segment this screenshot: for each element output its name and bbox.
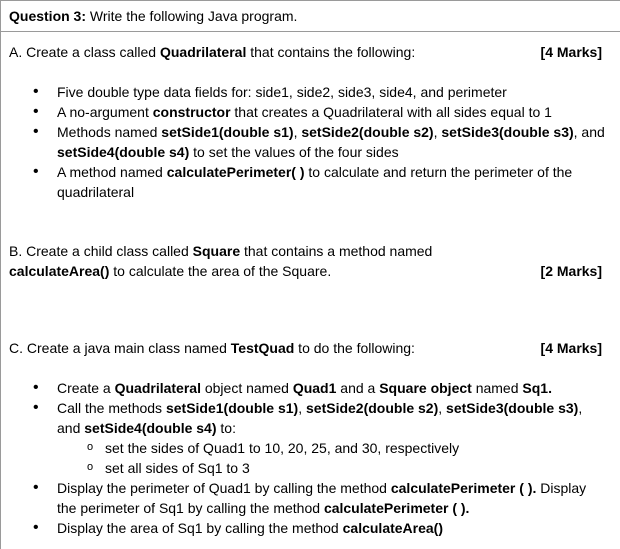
part-b-text: B. Create a child class called Square that contains a method named calculateArea() to calculate the area of the Square. [9, 243, 433, 279]
list-item: • Five double type data fields for: side1, side2, side3, side4, and perimeter [9, 82, 606, 102]
part-b-marks: [2 Marks] [540, 263, 602, 279]
part-c-list [9, 378, 606, 538]
part-c-intro: C. Create a java main class named TestQuad to do the following: [9, 340, 415, 356]
list-item [9, 398, 606, 478]
list-item: • Display the area of Sq1 by calling the method calculateArea() [9, 518, 606, 538]
title-rule [1, 31, 620, 32]
question-title [9, 6, 606, 26]
part-a-marks: [4 Marks] [540, 44, 602, 60]
sub-list [57, 438, 606, 478]
list-item: • A no-argument constructor that creates a Quadrilateral with all sides equal to 1 [9, 102, 606, 122]
part-c-marks: [4 Marks] [540, 340, 602, 356]
list-item: • Display the perimeter of Quad1 by calling the method calculatePerimeter ( ). Display the perimeter of Sq1 by calling the method calculatePerimeter ( ). [9, 478, 606, 518]
list-item: • Create a Quadrilateral object named Quad1 and a Square object named Sq1. [9, 378, 606, 398]
part-a-list [9, 82, 606, 202]
part-a-intro: A. Create a class called Quadrilateral that contains the following: [9, 44, 416, 60]
top-rule [1, 0, 620, 1]
part-a [9, 42, 606, 202]
part-b [9, 241, 606, 281]
sub-list-item: o set the sides of Quad1 to 10, 20, 25, and 30, respectively [57, 438, 606, 458]
question-label: Question 3: [9, 8, 87, 24]
list-item-text: Call the methods setSide1(double s1), setSide2(double s2), setSide3(double s3), and setSide4(double s4) to: [57, 400, 583, 436]
list-item: • Methods named setSide1(double s1), setSide2(double s2), setSide3(double s3), and setSide4(double s4) to set the values of the four sides [9, 122, 606, 162]
part-c [9, 338, 606, 538]
list-item: • A method named calculatePerimeter( ) to calculate and return the perimeter of the quadrilateral [9, 162, 606, 202]
sub-list-item: o set all sides of Sq1 to 3 [57, 458, 606, 478]
question-text: Write the following Java program. [86, 8, 298, 24]
